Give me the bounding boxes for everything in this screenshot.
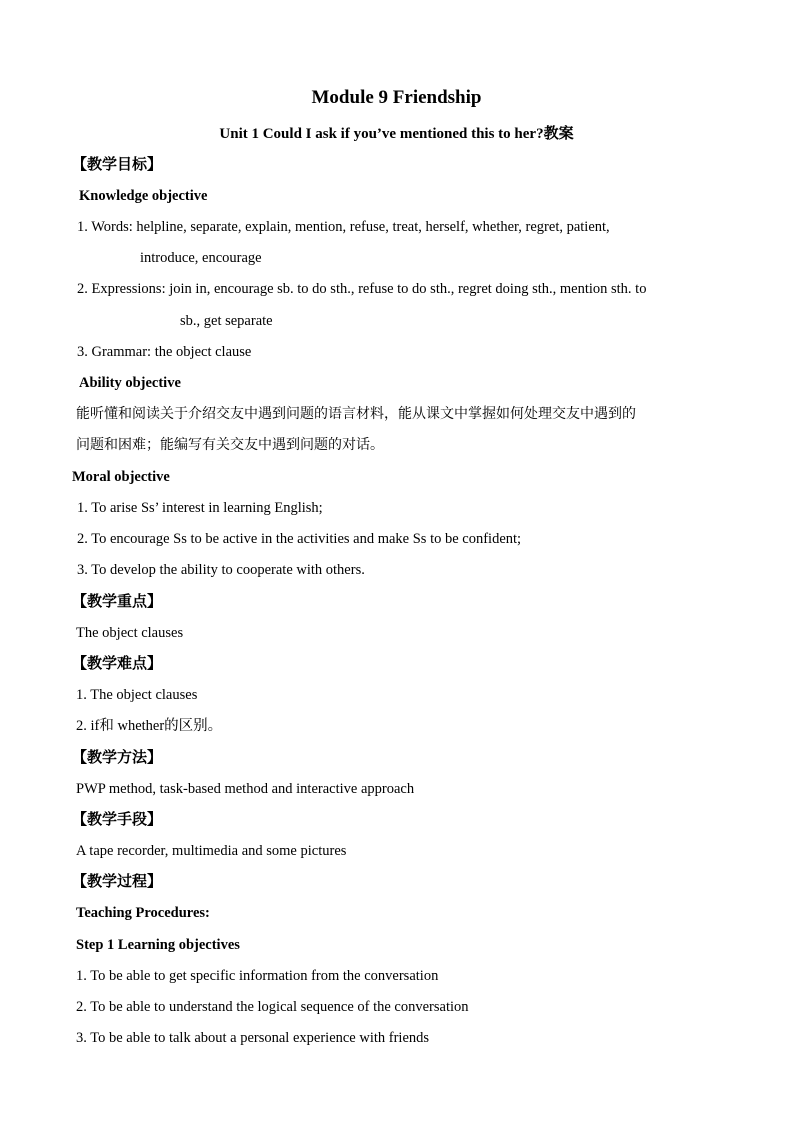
step-1-heading: Step 1 Learning objectives (76, 937, 240, 953)
key-points-text: The object clauses (76, 625, 184, 641)
methods-text: PWP method, task-based method and interactive approach (76, 781, 415, 797)
step-1-item: 1. To be able to get specific information from the conversation (76, 968, 439, 984)
section-heading-means: 【教学手段】 (72, 810, 163, 828)
grammar-line: 3. Grammar: the object clause (77, 344, 252, 360)
moral-item: 1. To arise Ss’ interest in learning English; (77, 500, 323, 516)
moral-item: 2. To encourage Ss to be active in the activities and make Ss to be confident; (77, 531, 522, 547)
expressions-line-1: 2. Expressions: join in, encourage sb. to do sth., refuse to do sth., regret doing sth., mention sth. to (77, 281, 647, 297)
step-1-item: 2. To be able to understand the logical sequence of the conversation (76, 999, 469, 1015)
difficulty-item: 1. The object clauses (76, 687, 198, 703)
words-line-1: 1. Words: helpline, separate, explain, mention, refuse, treat, herself, whether, regret, patient, (77, 219, 610, 235)
section-heading-methods: 【教学方法】 (72, 748, 163, 766)
section-heading-goals: 【教学目标】 (72, 155, 163, 173)
ability-text-line-1: 能听懂和阅读关于介绍交友中遇到问题的语言材料，能从课文中掌握如何处理交友中遇到的 (76, 406, 636, 422)
moral-item: 3. To develop the ability to cooperate with others. (77, 562, 365, 578)
teaching-procedures-heading: Teaching Procedures: (76, 905, 210, 921)
words-line-2: introduce, encourage (140, 250, 262, 266)
ability-objective-heading: Ability objective (79, 375, 181, 391)
section-heading-difficulties: 【教学难点】 (72, 654, 163, 672)
section-heading-process: 【教学过程】 (72, 872, 163, 890)
section-heading-key-points: 【教学重点】 (72, 592, 163, 610)
page-subtitle: Unit 1 Could I ask if you’ve mentioned this to her?教案 (219, 126, 574, 142)
knowledge-objective-heading: Knowledge objective (79, 188, 208, 204)
page-title: Module 9 Friendship (311, 87, 482, 108)
step-1-item: 3. To be able to talk about a personal experience with friends (76, 1030, 430, 1046)
difficulty-item: 2. if和 whether的区别。 (76, 718, 223, 734)
moral-objective-heading: Moral objective (72, 469, 170, 485)
means-text: A tape recorder, multimedia and some pictures (76, 843, 347, 859)
ability-text-line-2: 问题和困难；能编写有关交友中遇到问题的对话。 (76, 437, 384, 453)
expressions-line-2: sb., get separate (180, 313, 273, 329)
